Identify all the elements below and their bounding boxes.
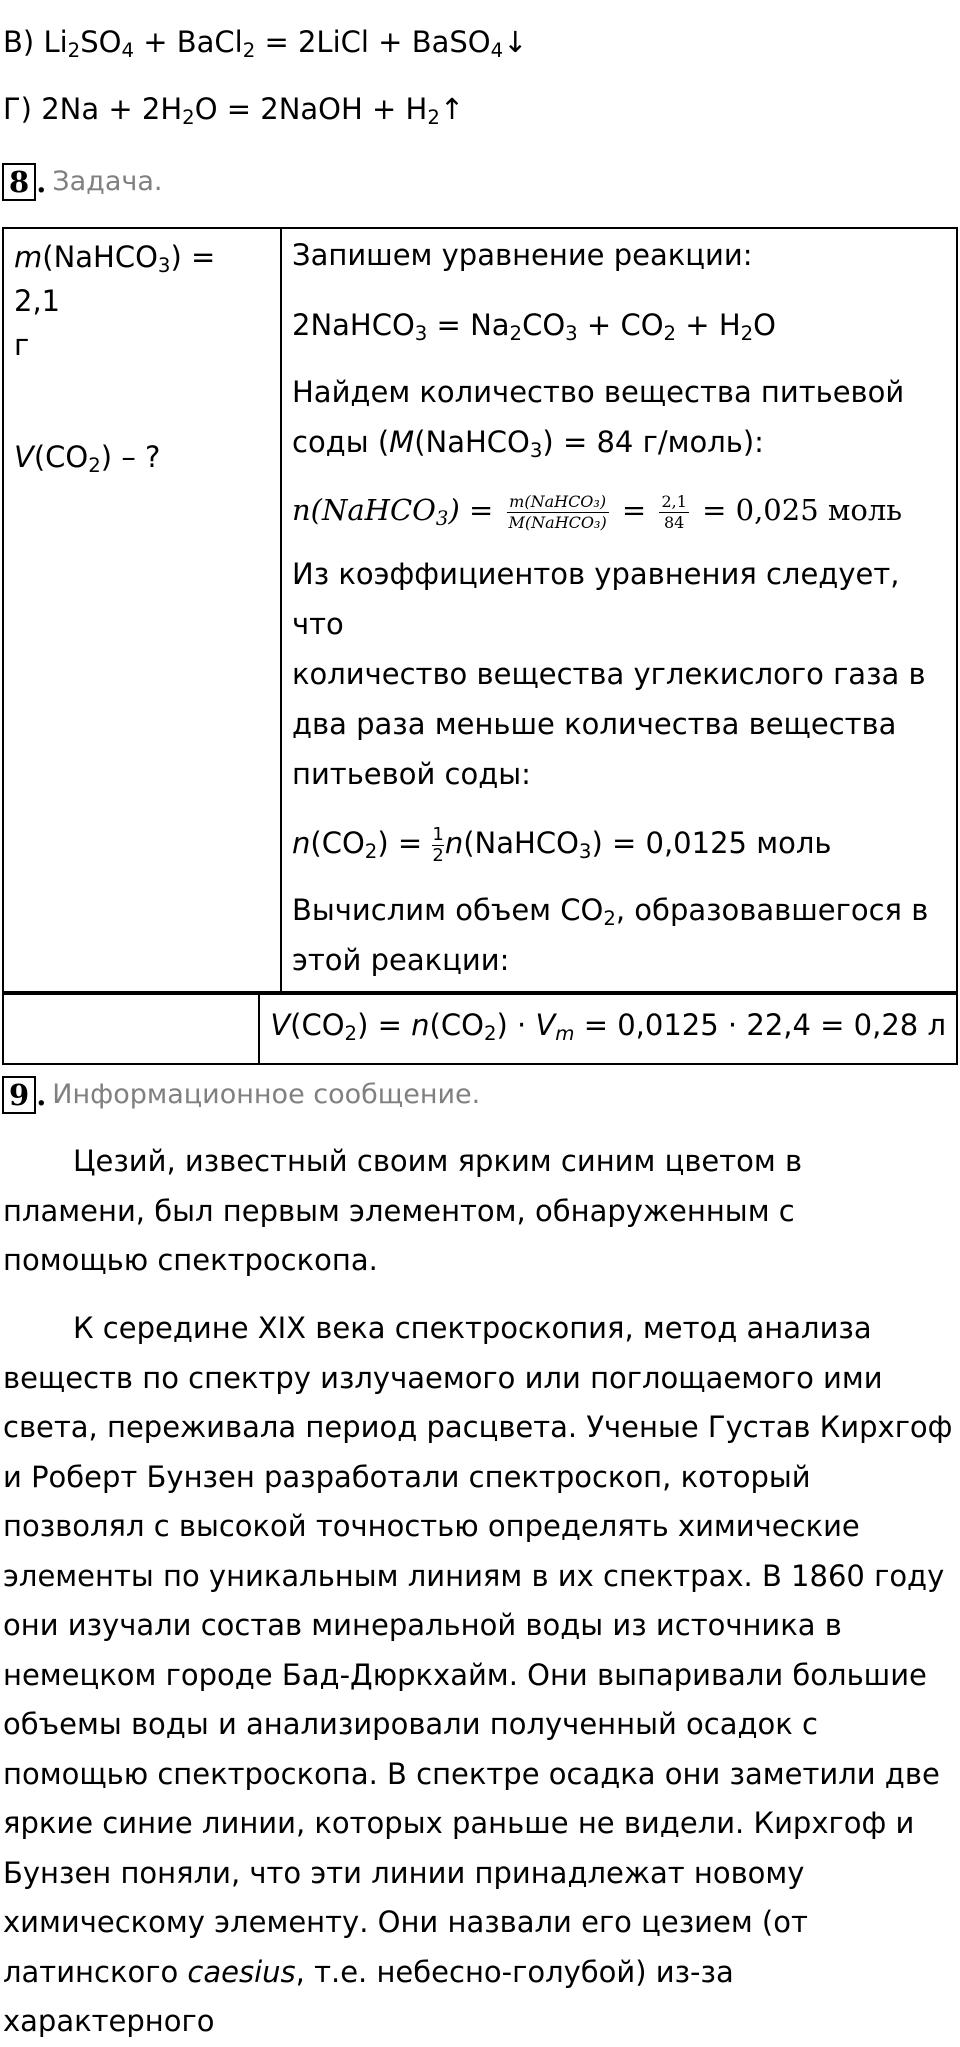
find-volume: $V(CO_2)$ – ?	[14, 440, 161, 477]
up-arrow-icon: ↑	[439, 92, 465, 126]
task-number-box: 9	[2, 1076, 36, 1114]
equation-text: $Li_2SO_4$ + BaCl$_2$ = 2LiCl + BaSO$_4$↓	[43, 25, 528, 62]
answer-cell: $V(CO_2) = n(CO_2) \cdot V_m = 0,0125 \cdot 22,4 = 0,28$ л	[259, 994, 957, 1064]
one-half-fraction: $\frac{1}{2}$	[432, 823, 444, 866]
solution-cell	[281, 228, 957, 992]
solution-step-3: Из коэффициентов уравнения следует, что количество вещества углекислого газа в два раза меньше количества вещества питьевой соды:	[292, 557, 926, 791]
amount-formula: n(NaHCO$_3$) = $\frac{\text{m(NaHCO₃)}}{\text{M(NaHCO₃)}}$ = $\frac{2,1}{84}$ = 0,025 моль	[292, 491, 903, 532]
co2-amount-formula: $n(CO_2)$ = $\frac{1}{2}$ n(NaHCO$_3$) = 0,0125 моль	[292, 823, 832, 866]
solution-table	[2, 227, 958, 993]
numeric-fraction: $\frac{2,1}{84}$	[661, 491, 687, 532]
down-arrow-icon: ↓	[503, 25, 528, 59]
equation-v	[3, 22, 527, 62]
solution-step-4: Вычислим объем $CO_2$, образовавшегося в этой реакции:	[292, 893, 929, 977]
equation-g	[3, 89, 464, 129]
answer-empty-cell	[3, 994, 259, 1064]
solution-step-1: Запишем уравнение реакции:	[292, 238, 753, 272]
task-8-header: 8 . Задача.	[2, 160, 162, 202]
task-label: Информационное сообщение.	[52, 1079, 481, 1110]
equation-text: $2Na + 2H_2O$ = 2NaOH + $H_2↑$	[41, 92, 465, 129]
info-paragraph-1: Цезий, известный своим ярким синим цветом в пламени, был первым элементом, обнаруженным с помощью спектроскопа.	[3, 1144, 803, 1277]
mass-over-molar-fraction: $\frac{\text{m(NaHCO₃)}}{\text{M(NaHCO₃)}}$	[508, 491, 607, 532]
given-cell	[3, 228, 281, 992]
equation-label: Г)	[3, 92, 32, 126]
reaction-equation: 2NaHCO$_3$ = $Na_2CO_3 + CO_2 + H_2O$	[292, 308, 776, 345]
solution-step-2: Найдем количество вещества питьевой соды (M(NaHCO$_3$) = 84 г/моль):	[292, 375, 905, 462]
task-number-box: 8	[2, 163, 36, 201]
task-9-header: 9 . Информационное сообщение.	[2, 1073, 480, 1115]
info-paragraph-2: К середине XIX века спектроскопия, метод анализа веществ по спектру излучаемого или поглощаемого ими света, переживала период расцвета. Ученые Густав Кирхгоф и Роберт Бунзен разработали спектроскоп, который позволял с высокой точностью определять химические элементы по уникальным линиям в их спектрах. В 1860 году они изучали состав минеральной воды из источника в немецком городе Бад-Дюркхайм. Они выпаривали большие объемы воды и анализировали полученный осадок с помощью спектроскопа. В спектре осадка они заметили две яркие синие линии, которых раньше не видели. Кирхгоф и Бунзен поняли, что эти линии принадлежат новому химическому элементу. Они назвали его цезием (от латинского caesius, т.е. небесно-голубой) из-за характерного	[3, 1311, 953, 2038]
equation-label: В)	[3, 25, 35, 59]
answer-table	[2, 993, 958, 1065]
task-label: Задача.	[52, 166, 163, 197]
given-mass-unit: г	[14, 328, 30, 362]
given-mass: m(NaHCO$_3$) = 2,1	[14, 240, 216, 318]
